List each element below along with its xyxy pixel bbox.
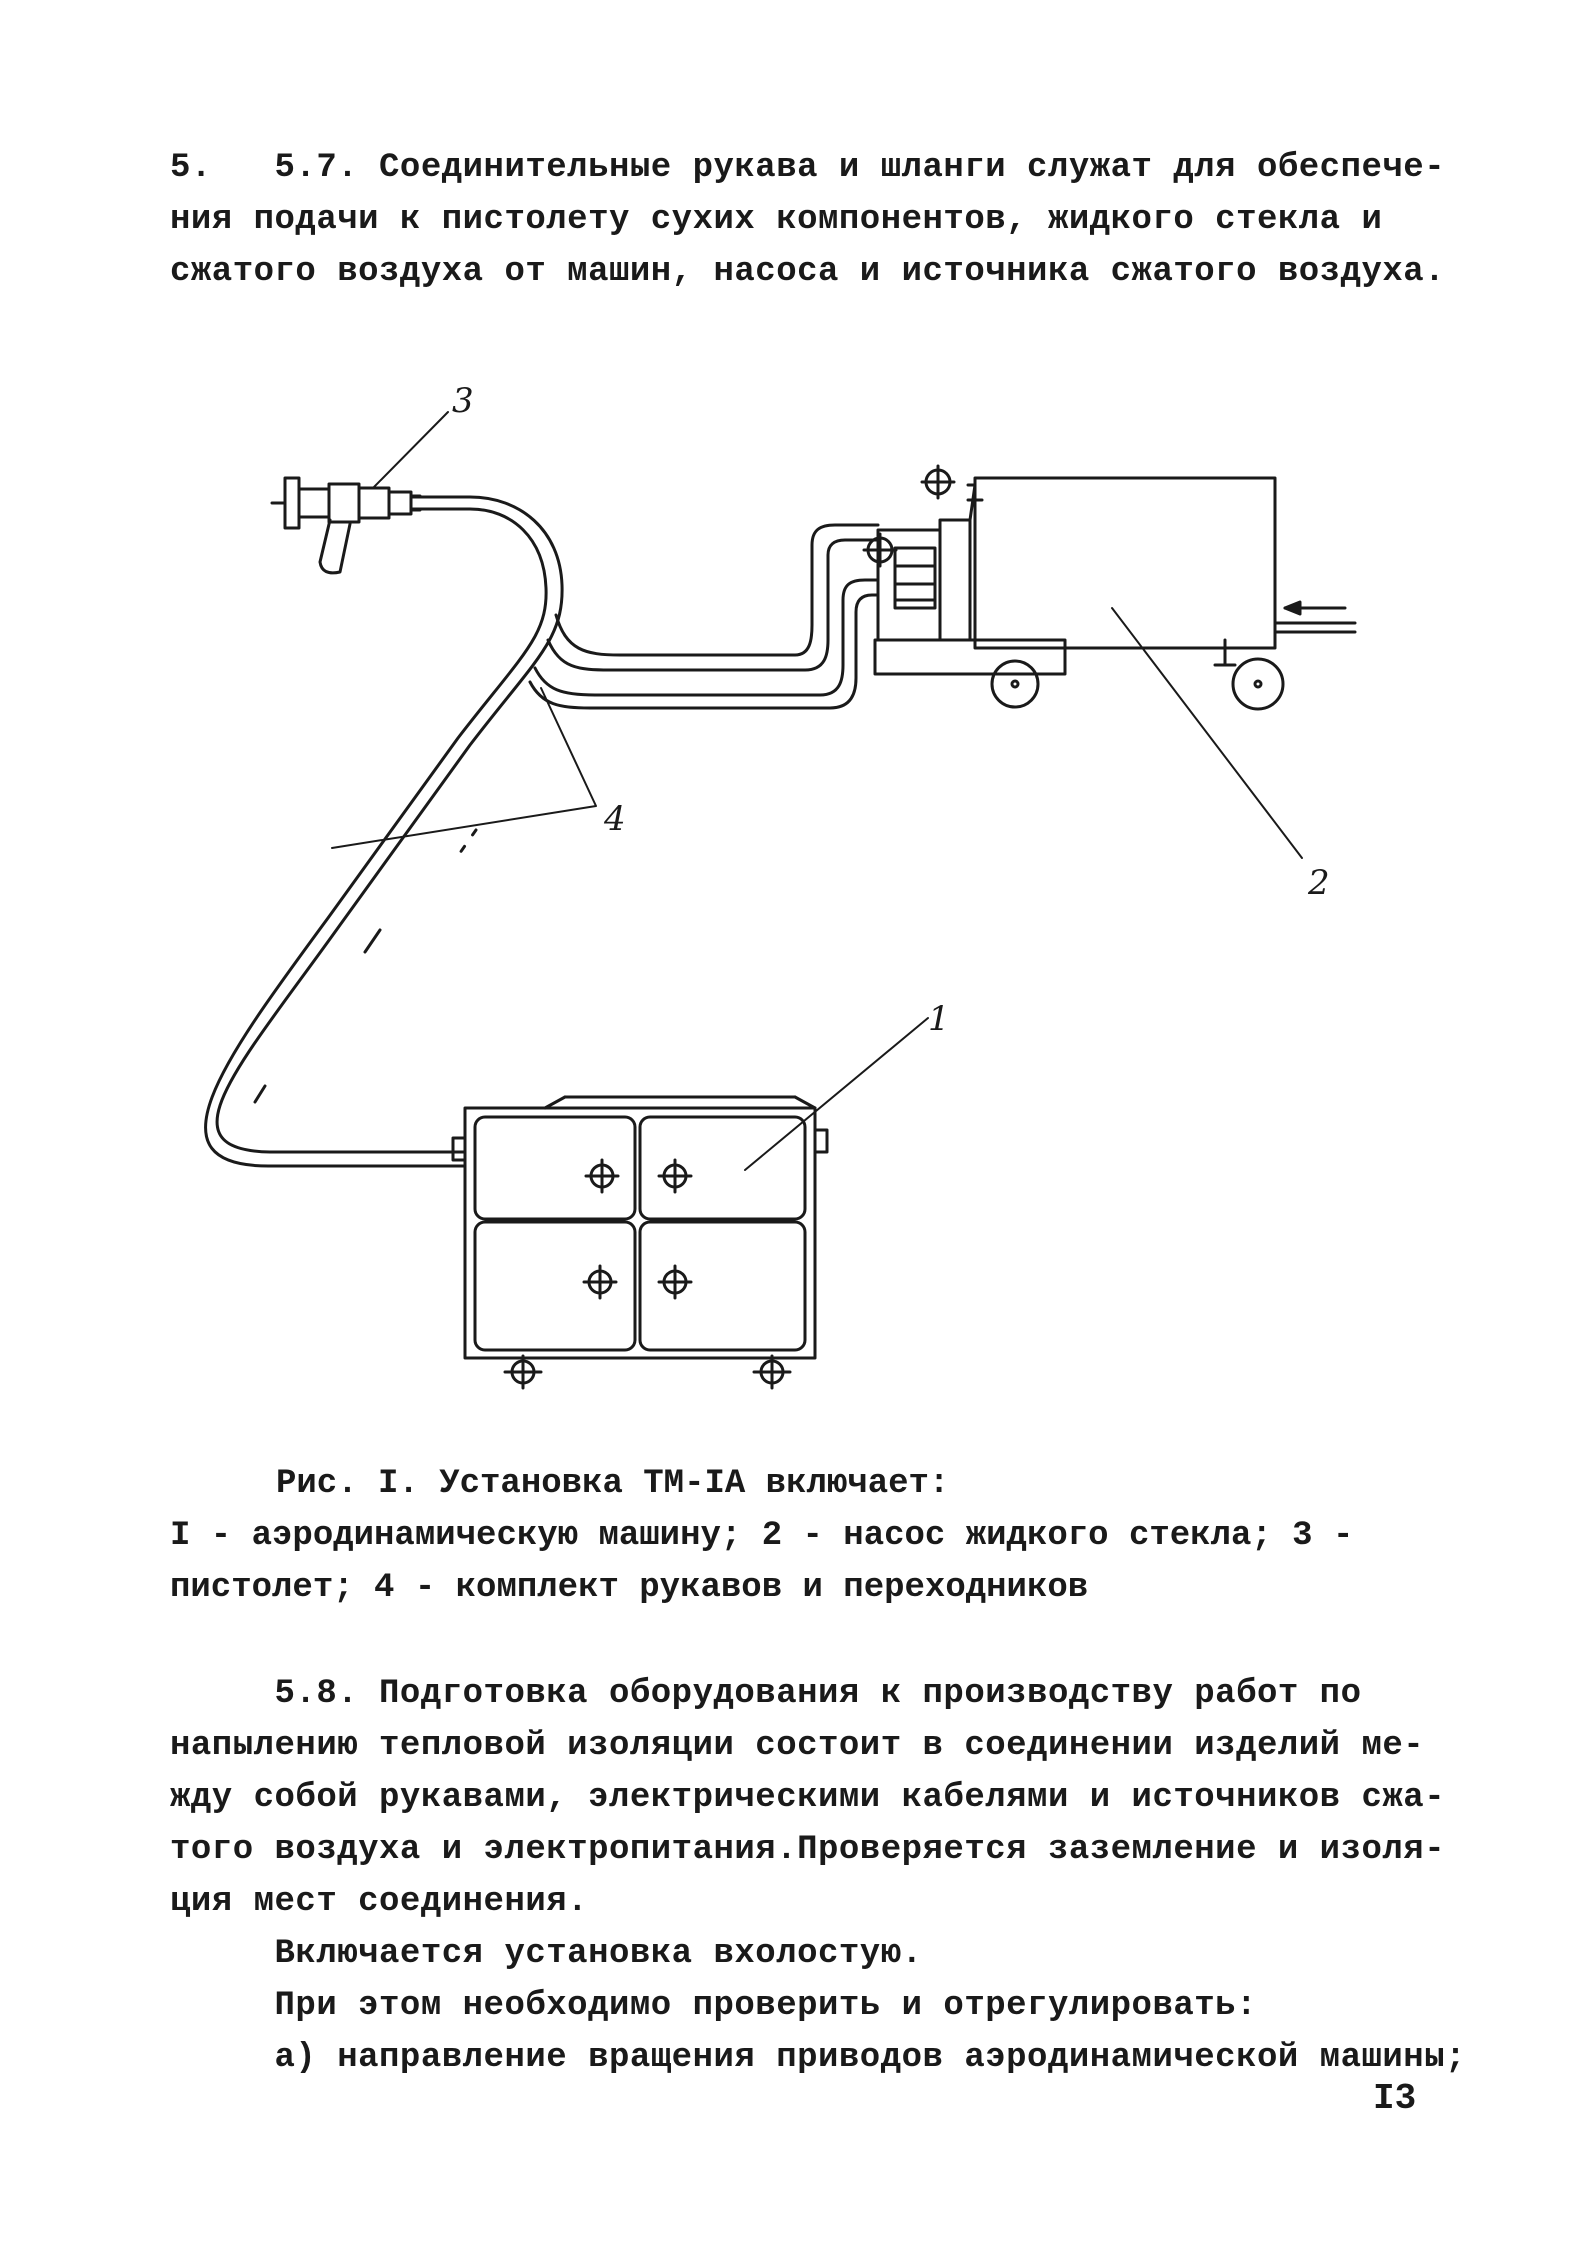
leader-line-1	[745, 1018, 928, 1170]
caption-line-3: пистолет; 4 - комплект рукавов и переходников	[170, 1569, 1089, 1607]
label-3: 3	[452, 381, 474, 421]
body-line-2: напылению тепловой изоляции состоит в соединении изделий ме-	[170, 1727, 1425, 1765]
machine-valve-1	[586, 1160, 618, 1192]
pump	[875, 478, 1355, 674]
caption-title: Рис. I. Установка ТМ-IА включает:	[276, 1465, 950, 1503]
leader-line-4	[332, 688, 596, 848]
pump-wheel-rear	[1233, 659, 1283, 709]
machine-wheel-left	[505, 1356, 541, 1388]
body-line-8: а) направление вращения приводов аэродинамической машины;	[170, 2039, 1467, 2077]
hose-main	[206, 497, 563, 1166]
pistol	[272, 478, 420, 573]
machine-wheel-right	[754, 1356, 790, 1388]
label-1: 1	[928, 999, 950, 1039]
pump-wheel-front	[992, 661, 1038, 707]
body-line-1: 5.8. Подготовка оборудования к производству работ по	[170, 1675, 1362, 1713]
body-line-4: того воздуха и электропитания.Проверяется заземление и изоля-	[170, 1831, 1446, 1869]
intro-line-1: 5. 5.7. Соединительные рукава и шланги служат для обеспече-	[170, 149, 1446, 187]
leader-line-3	[373, 412, 448, 488]
body-line-3: жду собой рукавами, электрическими кабелями и источников сжа-	[170, 1779, 1446, 1817]
intro-line-2: ния подачи к пистолету сухих компонентов, жидкого стекла и	[170, 201, 1383, 239]
machine-valve-4	[659, 1266, 691, 1298]
intro-line-3: сжатого воздуха от машин, насоса и источника сжатого воздуха.	[170, 253, 1446, 291]
air-inlet-arrow-icon	[1285, 602, 1345, 614]
pump-valve-top	[922, 466, 954, 498]
body-line-6: Включается установка вхолостую.	[170, 1935, 923, 1973]
body-line-5: ция мест соединения.	[170, 1883, 589, 1921]
hose-pump	[530, 525, 878, 708]
body-line-7: При этом необходимо проверить и отрегулировать:	[170, 1987, 1257, 2025]
label-4: 4	[604, 799, 626, 839]
machine-valve-3	[584, 1266, 616, 1298]
page-number: I3	[1373, 2078, 1417, 2119]
caption-line-2: I - аэродинамическую машину; 2 - насос жидкого стекла; 3 -	[170, 1517, 1354, 1555]
machine-valve-2	[659, 1160, 691, 1192]
label-2: 2	[1308, 863, 1330, 903]
aerodynamic-machine	[453, 1097, 827, 1358]
